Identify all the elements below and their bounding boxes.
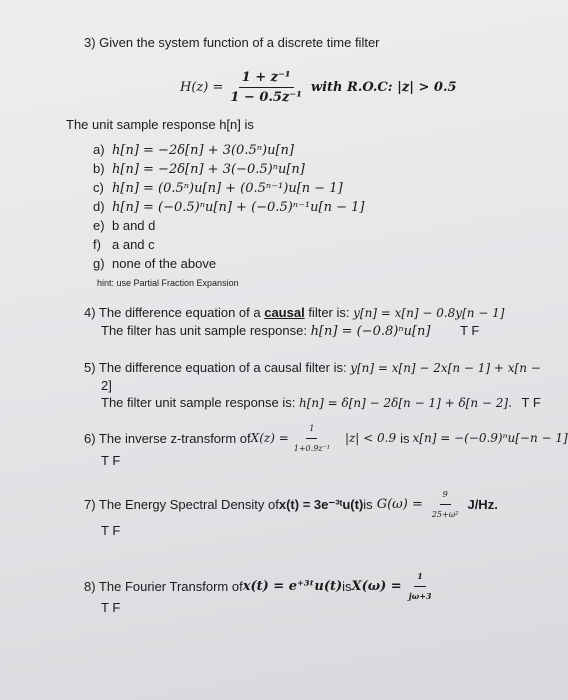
- q4-line1: 4) The difference equation of a causal filter is: y[n] = x[n] − 0.8y[n − 1]: [84, 305, 505, 320]
- q8-fraction: $\frac{1}{j\omega+3}$: [406, 568, 435, 605]
- q8-line1: 8) The Fourier Transform of x(t) = e⁺³ᵗu(t) is X(ω) = $\frac{1}{j\omega+3}$: [84, 570, 434, 602]
- q5-line2: 2]: [101, 378, 112, 393]
- q3-option-c: c) h[n] = (0.5ⁿ)u[n] + (0.5ⁿ⁻¹)u[n − 1]: [93, 180, 343, 196]
- q3-system-function: [180, 68, 457, 106]
- q3-roc: with R.O.C: |z| > 0.5: [310, 79, 457, 95]
- q6-line1: 6) The inverse z-transform of X(z) = $\frac{1}{\text{1+0.9z⁻¹}}$ |z| < 0.9 is x[n] = −(−0.9)ⁿu[−n − 1]: [84, 425, 568, 451]
- q3-intro: The unit sample response h[n] is: [66, 117, 254, 132]
- q4-line2: The filter has unit sample response: h[n] = (−0.8)ⁿu[n] T F: [101, 323, 480, 339]
- q7-line1: 7) The Energy Spectral Density of x(t) = 3e⁻³ᵗu(t) is G(ω) = $\frac{9}{\text{25+ω²}}$ J/Hz.: [84, 488, 498, 520]
- q3-fraction: [227, 69, 305, 106]
- q6-fraction: $\frac{1}{\text{1+0.9z⁻¹}}$: [291, 420, 333, 457]
- q4-true-false: T F: [460, 323, 480, 338]
- q5-true-false: T F: [521, 395, 541, 410]
- q3-hint: hint: use Partial Fraction Expansion: [97, 278, 239, 288]
- q3-numerator: 1 + z⁻¹: [239, 69, 294, 88]
- q8-true-false: T F: [101, 600, 121, 615]
- q3-option-b: b) h[n] = −2δ[n] + 3(−0.5)ⁿu[n]: [93, 161, 305, 177]
- q5-line1: 5) The difference equation of a causal filter is: y[n] = x[n] − 2x[n − 1] + x[n −: [84, 360, 541, 375]
- q7-true-false: T F: [101, 523, 121, 538]
- q4-causal-word: causal: [264, 305, 305, 320]
- q3-option-e: e) b and d: [93, 218, 156, 233]
- q3-heading: 3) Given the system function of a discrete time filter: [84, 35, 380, 50]
- q3-option-d: d) h[n] = (−0.5)ⁿu[n] + (−0.5)ⁿ⁻¹u[n − 1]: [93, 199, 365, 215]
- q7-fraction: $\frac{9}{\text{25+ω²}}$: [429, 486, 462, 523]
- q5-line3: The filter unit sample response is: h[n] = δ[n] − 2δ[n − 1] + δ[n − 2]. T F: [101, 395, 541, 410]
- q6-true-false: T F: [101, 453, 121, 468]
- q3-option-a: a) h[n] = −2δ[n] + 3(0.5ⁿ)u[n]: [93, 142, 294, 158]
- q3-option-f: f) a and c: [93, 237, 155, 252]
- q3-lhs: H(z) =: [180, 79, 224, 95]
- q3-option-g: g) none of the above: [93, 256, 217, 271]
- q3-denominator: 1 − 0.5z⁻¹: [230, 89, 302, 105]
